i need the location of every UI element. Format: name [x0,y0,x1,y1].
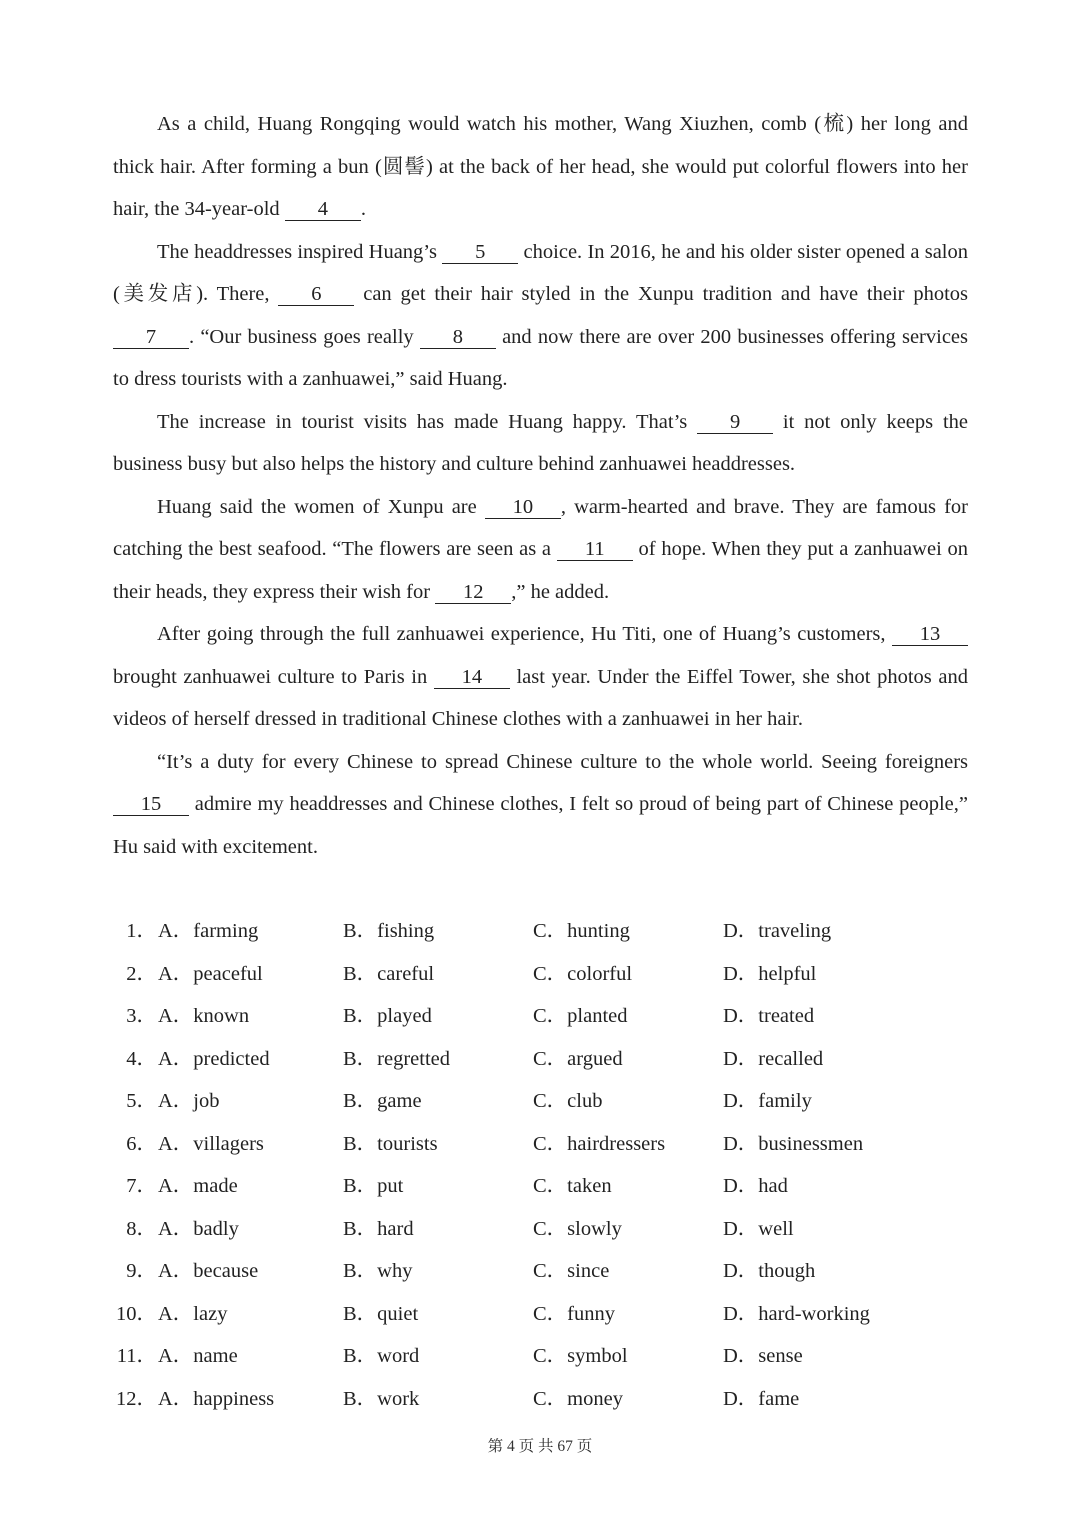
option-d: D．though [723,1260,816,1282]
option-c: C．funny [533,1302,615,1325]
option-b: B．regretted [343,1047,451,1070]
option-b: B．hard [343,1217,414,1240]
option-b: B．played [343,1005,432,1027]
option-d: D．traveling [723,920,832,942]
blank-11: 11 [557,538,633,561]
question-number: 7． [126,1175,157,1197]
option-c: C．slowly [533,1217,622,1240]
passage [113,103,968,868]
option-c: C．money [533,1387,623,1410]
option-b: B．why [343,1260,413,1282]
option-d: D．fame [723,1387,800,1410]
question-row [113,910,973,953]
option-d: D．had [723,1175,788,1197]
blank-12: 12 [435,581,511,604]
option-a: A．farming [158,920,259,942]
question-row [113,1123,973,1166]
question-number: 9． [126,1260,157,1282]
option-c: C．hairdressers [533,1132,666,1155]
blank-9: 9 [697,411,773,434]
option-d: D．family [723,1090,812,1112]
paragraph-text: admire my headdresses and Chinese clothes, I felt so proud of being part of Chinese people,” Hu said with excitement. [113,793,968,858]
blank-13: 13 [892,623,968,646]
option-a: A．name [158,1345,238,1367]
option-a: A．peaceful [158,962,263,985]
option-c: C．since [533,1260,610,1282]
blank-5: 5 [442,241,518,264]
option-d: D．well [723,1217,794,1240]
paragraph-text: The headdresses inspired Huang’s [157,240,443,263]
option-a: A．happiness [158,1387,275,1410]
blank-7: 7 [113,326,189,349]
paragraph-text: it not only keeps the business busy but also helps the history and culture behind zanhuawei headdresses. [113,410,968,475]
option-b: B．put [343,1175,404,1197]
question-row [113,1293,973,1336]
question-row [113,1378,973,1421]
option-a: A．predicted [158,1047,270,1070]
answer-options [113,910,973,1420]
option-a: A．known [158,1005,250,1027]
blank-4: 4 [285,198,361,221]
option-b: B．quiet [343,1302,419,1325]
option-c: C．planted [533,1005,628,1027]
option-b: B．careful [343,962,435,985]
option-d: D．helpful [723,962,817,985]
question-number: 4． [126,1047,157,1070]
blank-6: 6 [278,283,354,306]
paragraph-text: last year. Under the Eiffel Tower, she shot photos and videos of herself dressed in traditional Chinese clothes with a zanhuawei in her hair. [113,665,968,730]
paragraph-text: choice. In 2016, he and his older sister opened a salon (美发店). There, [113,240,968,305]
blank-14: 14 [434,666,510,689]
option-d: D．sense [723,1345,803,1367]
option-b: B．tourists [343,1132,438,1155]
question-number: 6． [126,1132,157,1155]
question-number: 12． [116,1387,157,1410]
paragraph-text: After going through the full zanhuawei experience, Hu Titi, one of Huang’s customers, [157,623,892,645]
paragraph-text: ,” he added. [511,580,610,603]
option-c: C．colorful [533,962,633,985]
paragraph-text: can get their hair styled in the Xunpu tradition and have their photos [354,283,968,305]
question-row [113,1208,973,1251]
option-c: C．argued [533,1047,623,1070]
option-a: A．made [158,1175,238,1197]
question-number: 3． [126,1005,157,1027]
option-a: A．villagers [158,1132,264,1155]
paragraph-text: , warm-hearted and brave. They are famous for catching the best seafood. “The flowers are seen as a [113,495,968,560]
question-row [113,1038,973,1081]
question-number: 1． [126,920,157,942]
paragraph-text: “It’s a duty for every Chinese to spread Chinese culture to the whole world. Seeing foreigners [157,750,968,773]
paragraph-text: As a child, Huang Rongqing would watch his mother, Wang Xiuzhen, comb (梳) her long and thick hair. After forming a bun (圆髻) at the back of her head, she would put colorful flowers into her hair, the 34-year-old [113,113,968,220]
blank-8: 8 [420,326,496,349]
paragraph [113,741,968,869]
option-d: D．treated [723,1005,815,1027]
paragraph-text: and now there are over 200 businesses offering services to dress tourists with a zanhuawei,” said Huang. [113,325,969,390]
paragraph-text: brought zanhuawei culture to Paris in [113,665,434,688]
question-row [113,995,973,1038]
option-d: D．businessmen [723,1132,864,1155]
paragraph-text: of hope. When they put a zanhuawei on their heads, they express their wish for [113,538,968,603]
paragraph [113,103,968,231]
question-row [113,1080,973,1123]
question-number: 5． [126,1090,157,1112]
option-c: C．symbol [533,1345,628,1367]
option-c: C．hunting [533,920,630,942]
question-row [113,1165,973,1208]
blank-15: 15 [113,793,189,816]
question-number: 2． [126,962,157,985]
question-number: 10． [116,1302,157,1325]
option-a: A．because [158,1260,259,1282]
question-row [113,1335,973,1378]
question-number: 8． [126,1217,157,1240]
question-row [113,953,973,996]
option-a: A．job [158,1090,220,1112]
paragraph [113,486,968,614]
paragraph [113,231,968,401]
option-a: A．lazy [158,1302,228,1325]
option-b: B．word [343,1345,420,1367]
option-d: D．hard-working [723,1302,870,1325]
option-d: D．recalled [723,1047,824,1070]
paragraph-text: Huang said the women of Xunpu are [157,495,485,518]
paragraph [113,401,968,486]
paragraph [113,613,968,741]
paragraph-text: . “Our business goes really [189,325,420,348]
option-a: A．badly [158,1217,239,1240]
question-number: 11． [116,1345,157,1367]
option-c: C．club [533,1090,603,1112]
question-row [113,1250,973,1293]
option-b: B．game [343,1090,422,1112]
option-b: B．work [343,1387,420,1410]
page-footer: 第 4 页 共 67 页 [487,1438,593,1455]
paragraph-text: . [360,198,366,220]
blank-10: 10 [485,496,561,519]
option-c: C．taken [533,1175,612,1197]
option-b: B．fishing [343,920,435,942]
paragraph-text: The increase in tourist visits has made Huang happy. That’s [157,410,698,433]
